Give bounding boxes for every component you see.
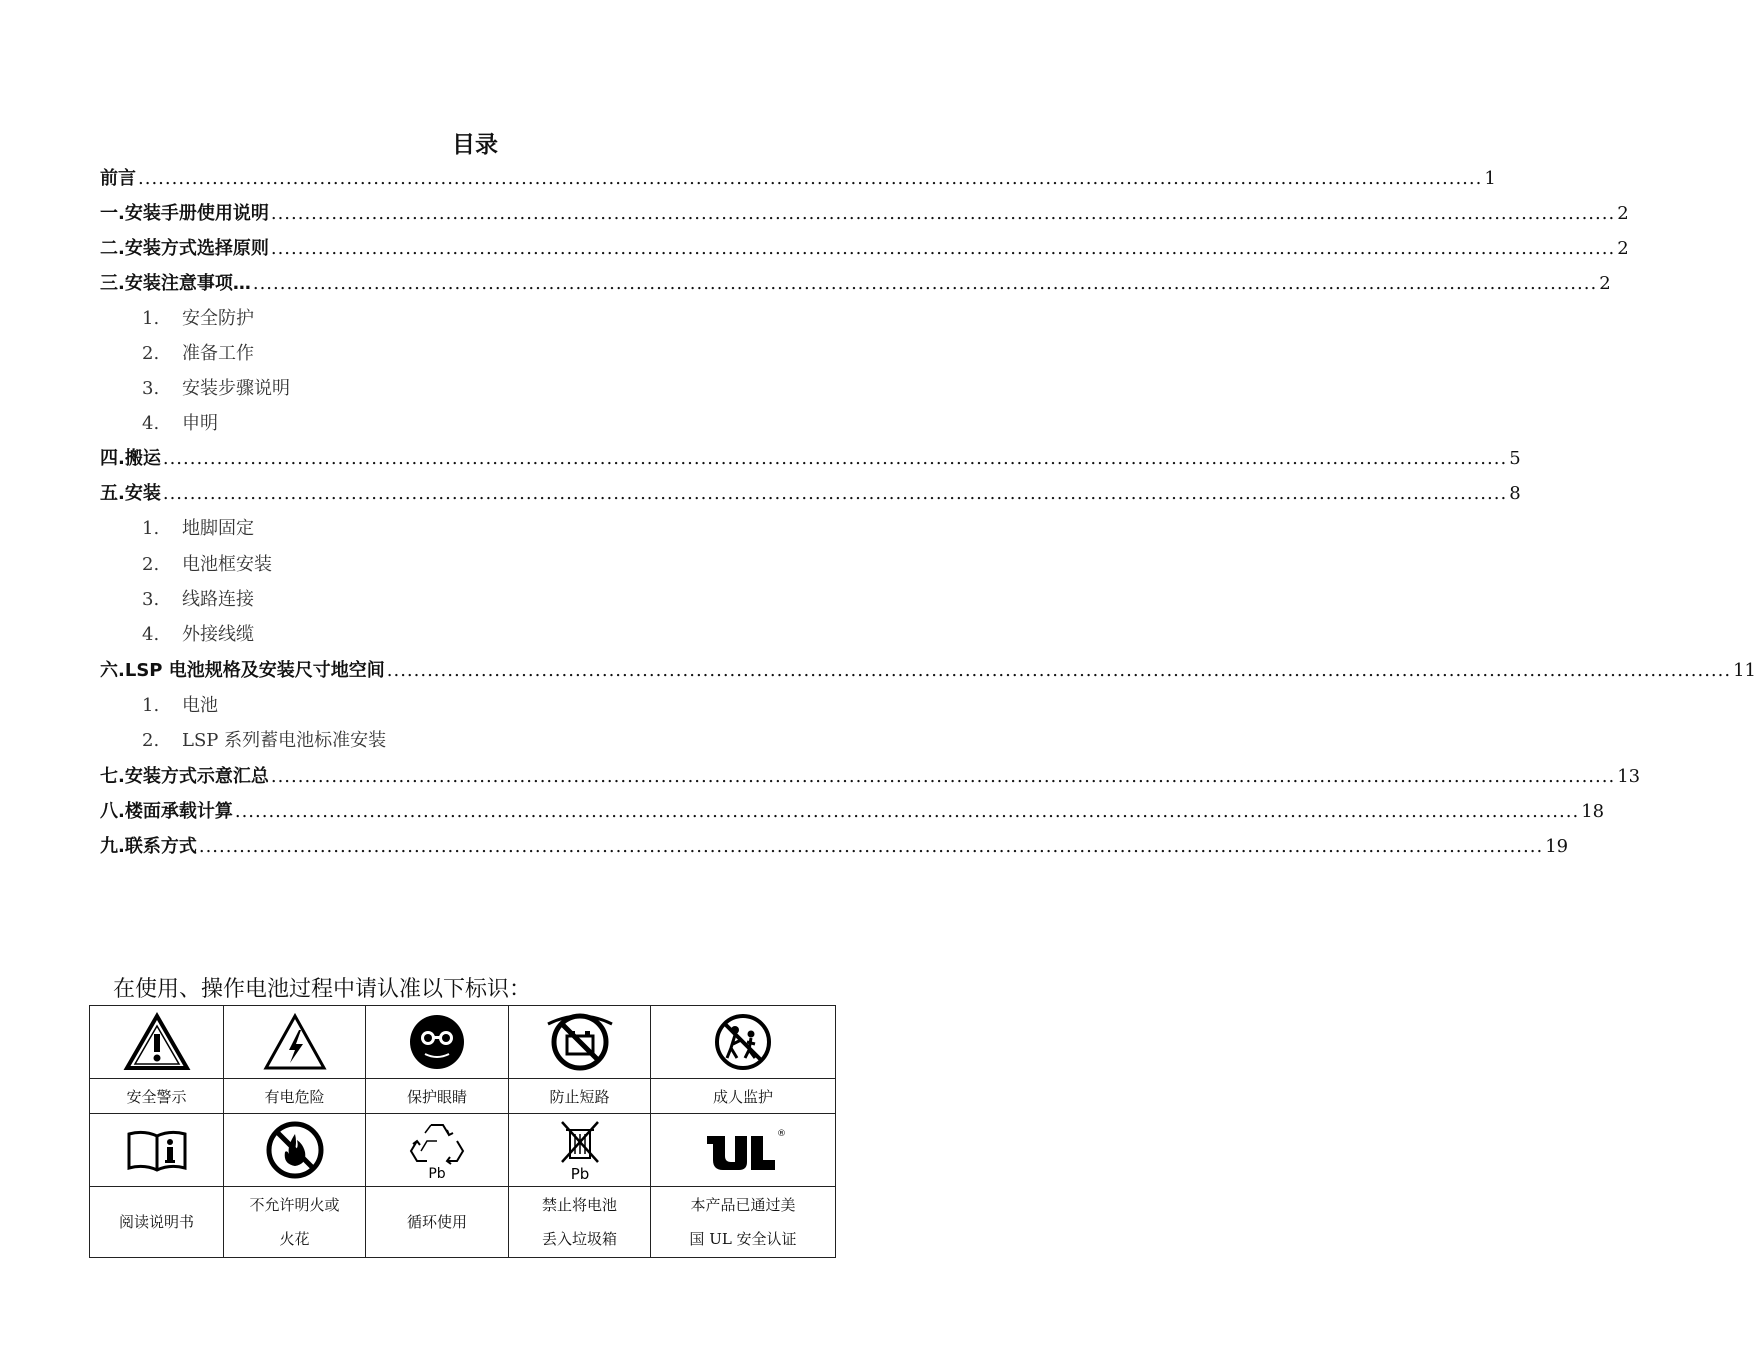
recycle-icon [366, 1114, 509, 1187]
toc-item-label: LSP 电池规格及安装尺寸地空间 [124, 660, 385, 681]
toc-item[interactable] [100, 269, 1611, 297]
safety-signs-table [89, 1005, 836, 1258]
sign-label-read-manual [90, 1187, 224, 1258]
sign-label-recycle [366, 1187, 509, 1258]
toc-item-number: 五. [100, 483, 125, 504]
toc-subitem-label: 安全防护 [182, 308, 254, 329]
toc-item-label: 安装方式选择原则 [124, 238, 269, 259]
toc-leader-dots: ........................................................................................................................................................................................................ [270, 238, 1616, 259]
toc-subitem-number: 4. [142, 413, 160, 434]
sign-label-line1: 本产品已通过美 [690, 1196, 796, 1214]
toc-page-number: 11 [1733, 660, 1756, 681]
toc-item[interactable] [100, 199, 1629, 227]
toc-item[interactable] [100, 444, 1521, 472]
toc-page-number: 18 [1581, 801, 1605, 822]
registered-mark: ® [777, 1129, 786, 1139]
toc-item-number: 六. [100, 660, 125, 681]
sign-label-line1: 不允许明火或 [249, 1196, 340, 1214]
page-title: 目录 [452, 132, 498, 158]
sign-label-ul-certification [651, 1187, 836, 1258]
no-open-flame-icon [224, 1114, 366, 1187]
sign-label-line1: 循环使用 [406, 1213, 467, 1231]
toc-subitem-label: 电池 [182, 695, 218, 716]
toc-subitem-number: 3. [142, 378, 160, 399]
toc-item-label: 前言 [100, 168, 136, 189]
toc-subitem-label: 电池框安装 [182, 554, 272, 575]
toc-page-number: 13 [1617, 766, 1641, 787]
toc-subitem[interactable] [142, 550, 272, 578]
toc-subitem-label: 线路连接 [182, 589, 254, 610]
toc-subitem[interactable] [142, 374, 290, 402]
toc-page-number: 1 [1484, 168, 1496, 189]
toc-page-number: 8 [1509, 483, 1521, 504]
toc-subitem[interactable] [142, 514, 254, 542]
toc-page-number: 19 [1545, 836, 1569, 857]
electric-hazard-icon [224, 1006, 366, 1079]
toc-leader-dots: ........................................................................................................................................................................................................ [252, 273, 1598, 294]
no-trash-bin-icon [509, 1114, 651, 1187]
sign-label-line2: 火花 [279, 1230, 310, 1248]
toc-subitem-label: 准备工作 [182, 343, 254, 364]
toc-subitem-number: 3. [142, 589, 160, 610]
toc-leader-dots: ........................................................................................................................................................................................................ [138, 168, 1483, 189]
toc-subitem-number: 1. [142, 518, 160, 539]
toc-leader-dots: ........................................................................................................................................................................................................ [270, 203, 1616, 224]
toc-item-label: 安装注意事项… [124, 273, 251, 294]
toc-subitem-number: 1. [142, 695, 160, 716]
toc-item[interactable] [100, 797, 1605, 825]
toc-item-label: 楼面承载计算 [124, 801, 233, 822]
toc-item[interactable] [100, 656, 1756, 684]
sign-label-no-short-circuit: 防止短路 [509, 1079, 651, 1114]
sign-label-adult-supervision: 成人监护 [651, 1079, 836, 1114]
sign-label-electric-hazard: 有电危险 [224, 1079, 366, 1114]
toc-subitem-number: 2. [142, 730, 160, 751]
toc-page-number: 2 [1617, 238, 1629, 259]
pb-text: Pb [570, 1165, 589, 1183]
ul-certification-icon [651, 1114, 836, 1187]
toc-item[interactable] [100, 762, 1641, 790]
toc-item-number: 一. [100, 203, 125, 224]
toc-item-number: 四. [100, 448, 125, 469]
toc-item-number: 二. [100, 238, 125, 259]
toc-item[interactable] [100, 479, 1521, 507]
toc-subitem-label: 申明 [182, 413, 218, 434]
toc-subitem-label: 地脚固定 [182, 518, 254, 539]
sign-label-line1: 阅读说明书 [118, 1213, 194, 1231]
sign-label-line1: 禁止将电池 [541, 1196, 617, 1214]
toc-subitem-number: 2. [142, 343, 160, 364]
toc-subitem[interactable] [142, 585, 254, 613]
toc-subitem[interactable] [142, 726, 386, 754]
toc-page-number: 5 [1509, 448, 1521, 469]
toc-leader-dots: ........................................................................................................................................................................................................ [162, 483, 1508, 504]
toc-item-label: 安装方式示意汇总 [124, 766, 269, 787]
toc-leader-dots: ........................................................................................................................................................................................................ [386, 660, 1732, 681]
toc-leader-dots: ........................................................................................................................................................................................................ [270, 766, 1616, 787]
toc-leader-dots: ........................................................................................................................................................................................................ [162, 448, 1508, 469]
toc-item[interactable] [100, 234, 1629, 262]
sign-label-no-open-flame [224, 1187, 366, 1258]
toc-subitem[interactable] [142, 304, 254, 332]
toc-item-label: 安装 [124, 483, 161, 504]
toc-subitem-number: 1. [142, 308, 160, 329]
toc-item-label: 联系方式 [124, 836, 197, 857]
warning-icon [90, 1006, 224, 1079]
adult-supervision-icon [651, 1006, 836, 1079]
toc-subitem-number: 2. [142, 554, 160, 575]
toc-subitem[interactable] [142, 620, 254, 648]
toc-subitem-label: 外接线缆 [182, 624, 254, 645]
signs-title: 在使用、操作电池过程中请认准以下标识： [113, 977, 532, 1002]
toc-item[interactable] [100, 832, 1569, 860]
toc-page-number: 2 [1599, 273, 1611, 294]
eye-protection-icon [366, 1006, 509, 1079]
toc-item-number: 七. [100, 766, 125, 787]
pb-text: Pb [428, 1166, 446, 1182]
read-manual-icon [90, 1114, 224, 1187]
toc-leader-dots: ........................................................................................................................................................................................................ [234, 801, 1580, 822]
toc-subitem[interactable] [142, 691, 218, 719]
toc-subitem-label: 安装步骤说明 [182, 378, 290, 399]
toc-item-label: 搬运 [124, 448, 161, 469]
toc-item[interactable] [100, 164, 1496, 192]
sign-label-line2: 丢入垃圾箱 [541, 1230, 617, 1248]
toc-item-label: 安装手册使用说明 [124, 203, 269, 224]
toc-subitem-number: 4. [142, 624, 160, 645]
sign-label-line2: 国 UL 安全认证 [689, 1230, 797, 1248]
toc-subitem[interactable] [142, 409, 218, 437]
toc-item-number: 三. [100, 273, 125, 294]
no-short-circuit-icon [509, 1006, 651, 1079]
sign-label-eye-protection: 保护眼睛 [366, 1079, 509, 1114]
toc-page-number: 2 [1617, 203, 1629, 224]
toc-subitem-label: LSP 系列蓄电池标准安装 [182, 730, 387, 751]
sign-label-safety-warning: 安全警示 [90, 1079, 224, 1114]
toc-item-number: 八. [100, 801, 125, 822]
sign-label-no-trash-bin [509, 1187, 651, 1258]
toc-leader-dots: ........................................................................................................................................................................................................ [198, 836, 1544, 857]
toc-item-number: 九. [100, 836, 125, 857]
toc-subitem[interactable] [142, 339, 254, 367]
